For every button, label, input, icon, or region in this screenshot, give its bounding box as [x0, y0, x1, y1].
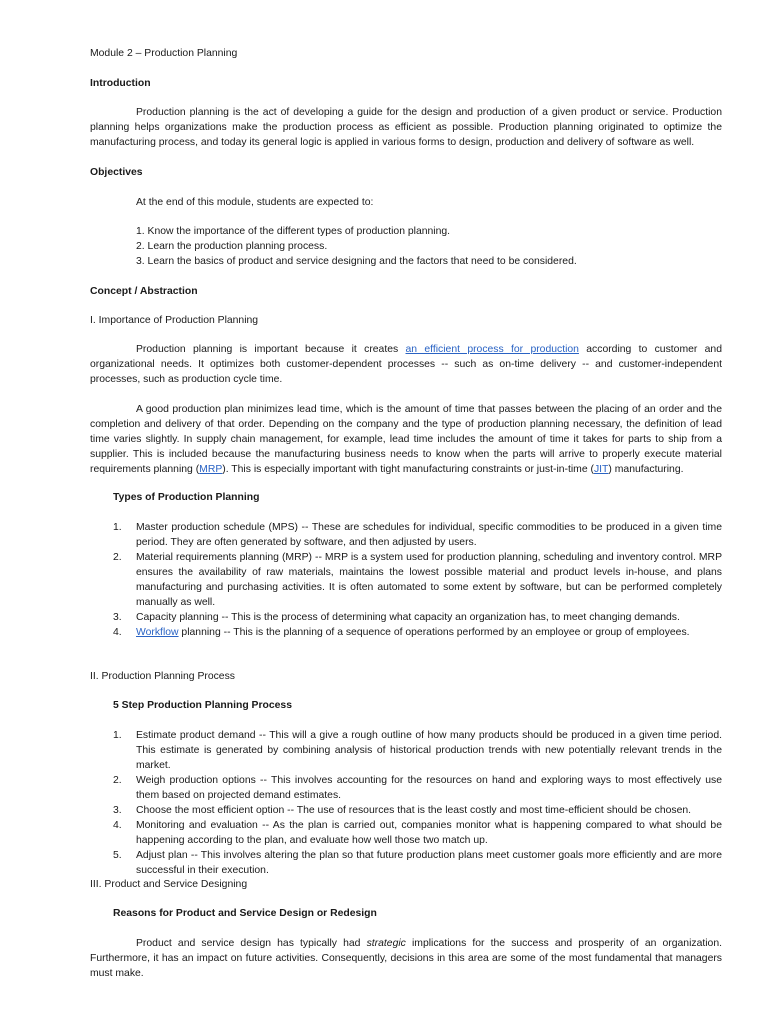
importance-paragraph [90, 342, 722, 387]
steps-list [113, 728, 722, 878]
steps-heading: 5 Step Production Planning Process [113, 700, 292, 711]
list-text: Choose the most efficient option -- The use of resources that is the least costly and most time-efficient should be chosen. [136, 805, 692, 816]
list-number: 5. [113, 850, 122, 861]
lead-time-text-a: A good production plan minimizes lead time, which is the amount of time that passes between the placing of an order and the completion and delivery of that order. Depending on the company and the type of production planning necessary, the definition of lead time varies slightly. In supply chain management, for example, lead time includes the amount of time it takes for parts to ship from a supplier. This is included because the manufacturing business needs to know when the parts will arrive to properly execute material requirements planning ( [90, 404, 722, 475]
list-text: Capacity planning -- This is the process of determining what capacity an organization has, to meet changing demands. [136, 612, 680, 623]
objective-item: 1. Know the importance of the different types of production planning. [136, 226, 451, 237]
objectives-heading: Objectives [90, 167, 143, 178]
introduction-heading: Introduction [90, 78, 151, 89]
jit-link[interactable]: JIT [593, 464, 609, 475]
list-item [113, 610, 722, 625]
types-heading: Types of Production Planning [113, 492, 260, 503]
mrp-link[interactable]: MRP [199, 464, 223, 475]
importance-text-a: Production planning is important because it creates [136, 344, 406, 355]
lead-time-text-b: ). This is especially important with tight manufacturing constraints or just-in-time ( [222, 464, 594, 475]
list-text [136, 625, 722, 640]
design-text-a: Product and service design has typically had [136, 938, 367, 949]
objectives-list [90, 224, 722, 269]
objective-item: 2. Learn the production planning process. [136, 241, 328, 252]
list-item [113, 550, 722, 610]
list-text: Weigh production options -- This involves accounting for the resources on hand and exploring ways to most effectively use them based on projected demand estimates. [136, 775, 722, 801]
importance-text-b: according to customer and organizational needs. It optimizes both customer-dependent processes -- such as on-time delivery -- and customer-independent processes, such as production cycle time. [90, 344, 722, 385]
introduction-paragraph: Production planning is the act of developing a guide for the design and production of a given product or service. Production planning helps organizations make the production process as efficient as possible. Production planning originated to optimize the manufacturing process, and today its general logic is applied in various forms to design, production and delivery of software as well. [90, 107, 722, 148]
objectives-lead: At the end of this module, students are expected to: [136, 197, 374, 208]
list-item [113, 625, 722, 640]
list-text: Material requirements planning (MRP) -- MRP is a system used for production planning, scheduling and inventory control. MRP ensures the availability of raw materials, maintains the lowest possible material and product levels in-house, and plans manufacturing and purchasing activities. It is often automated to some extent by software, but can be performed completely manually as well. [136, 552, 722, 608]
list-number: 4. [113, 627, 122, 638]
list-item [113, 848, 722, 878]
section-1-title: I. Importance of Production Planning [90, 315, 259, 326]
design-text-b: implications for the success and prosperity of an organization. Furthermore, it has an impact on future activities. Consequently, decisions in this area are some of the most fundamental that managers must make. [90, 938, 723, 979]
list-item [113, 520, 722, 550]
list-item [113, 818, 722, 848]
reasons-heading: Reasons for Product and Service Design or Redesign [113, 908, 377, 919]
list-number: 2. [113, 775, 122, 786]
design-paragraph [90, 936, 722, 981]
list-item [113, 728, 722, 773]
list-number: 4. [113, 820, 122, 831]
objective-item: 3. Learn the basics of product and service designing and the factors that need to be considered. [136, 256, 577, 267]
document-title: Module 2 – Production Planning [90, 48, 238, 59]
design-emphasis: strategic [366, 938, 406, 949]
section-3-title: III. Product and Service Designing [90, 879, 248, 890]
list-item [113, 773, 722, 803]
list-number: 1. [113, 522, 122, 533]
list-number: 2. [113, 552, 122, 563]
list-number: 3. [113, 612, 122, 623]
list-text: Master production schedule (MPS) -- These are schedules for individual, specific commodities to be produced in a given time period. They are often generated by software, and then adjusted by users. [136, 522, 722, 548]
list-text: Estimate product demand -- This will a give a rough outline of how many products should be produced in a given time period. This estimate is generated by combining analysis of historical production trends with new potentially relevant trends in the market. [136, 730, 722, 771]
list-text: Adjust plan -- This involves altering the plan so that future production plans meet customer goals more efficiently and are more successful in their execution. [136, 850, 722, 876]
list-number: 3. [113, 805, 122, 816]
list-text: Monitoring and evaluation -- As the plan is carried out, companies monitor what is happening compared to what should be happening according to the plan, and evaluate how well those two match up. [136, 820, 722, 846]
section-2-title: II. Production Planning Process [90, 671, 235, 682]
workflow-text: planning -- This is the planning of a sequence of operations performed by an employee or group of employees. [178, 627, 690, 638]
efficient-process-link[interactable]: an efficient process for production [405, 344, 579, 355]
types-list [113, 520, 722, 640]
list-number: 1. [113, 730, 122, 741]
lead-time-paragraph [90, 402, 722, 477]
concept-heading: Concept / Abstraction [90, 286, 198, 297]
lead-time-text-c: ) manufacturing. [608, 464, 684, 475]
list-item [113, 803, 722, 818]
workflow-link[interactable]: Workflow [136, 627, 179, 638]
